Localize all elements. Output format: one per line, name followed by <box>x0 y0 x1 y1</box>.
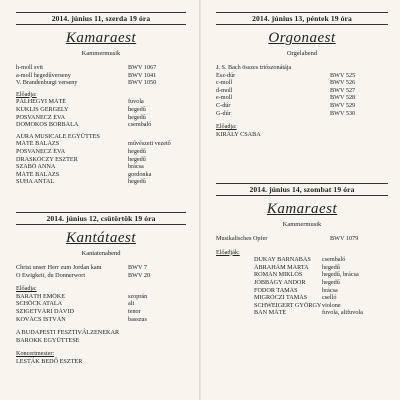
list-item: d-moll BWV 527 <box>216 86 356 94</box>
list-item: e-moll BWV 528 <box>216 94 356 102</box>
list-item: DUKAY BARNABÁS csembaló <box>254 256 346 264</box>
list-item: h-moll svit BWV 1067 <box>16 64 157 71</box>
list-item: DOMOKOS BORBÁLA csembaló <box>16 121 152 129</box>
list-item: Christ unser Herr zum Jordan kam BWV 7 <box>16 264 147 271</box>
list-item: POSVANECZ ÉVA hegedű <box>16 147 146 155</box>
list-item: PÁLHEGYI MÁTÉ fuvola <box>16 98 144 106</box>
event-title: Kamaraest <box>65 30 137 46</box>
list-item: O Ewigkeit, du Donnerwort BWV 20 <box>16 271 151 279</box>
event-title: Kamaraest <box>266 201 338 217</box>
event-june-13 <box>216 12 388 138</box>
works-list <box>16 64 186 87</box>
works-list <box>216 72 388 118</box>
event-title: Kantátaest <box>65 230 136 246</box>
list-item: ROMÁN MIKLÓS hegedű, brácsa <box>254 271 359 279</box>
ensemble-list <box>16 140 186 186</box>
ensemble-name: AURA MUSICALE EGYÜTTES <box>16 132 100 140</box>
event-june-12 <box>16 212 186 366</box>
event-date: 2014. június 12, csütörtök 19 óra <box>16 212 186 225</box>
performers-list <box>16 293 186 323</box>
list-item: SZABÓ ANNA brácsa <box>16 163 144 171</box>
performers-label: Előadja: <box>16 285 37 293</box>
list-item: BÁN MÁTÉ fuvola, altfuvola <box>254 309 363 317</box>
concertmaster-label: Koncertmester: <box>16 350 55 358</box>
list-item: Esz-dúr BWV 525 <box>216 71 356 79</box>
event-subtitle: Kammermusik <box>81 50 121 57</box>
event-subtitle: Kantatenabend <box>81 250 121 257</box>
performer-name: KIRÁLY CSABA <box>216 130 261 138</box>
list-item: MÁTÉ BALÁZS művészeti vezető <box>16 140 171 148</box>
list-item: SZIGETVÁRI DÁVID tenor <box>16 307 141 315</box>
event-subtitle: Kammermusik <box>282 221 322 228</box>
works-list <box>16 264 186 279</box>
list-item: c-moll BWV 526 <box>216 79 356 87</box>
performers-list <box>16 98 186 128</box>
event-title: Orgonaest <box>268 30 336 46</box>
list-item: SCHWEIGERT GYÖRGY violone <box>254 301 341 309</box>
list-item: G-dúr BWV 530 <box>216 109 356 117</box>
orchestra-name: A BUDAPESTI FESZTIVÁLZENEKAR <box>16 329 120 337</box>
program-intro: J. S. Bach összes triószonátája <box>216 64 292 71</box>
list-item: ÁBRAHÁM MÁRTA hegedű <box>254 263 340 271</box>
works-list <box>216 235 388 243</box>
list-item: FODOR TAMÁS brácsa <box>254 286 338 294</box>
event-subtitle: Orgelabend <box>286 50 318 57</box>
event-june-11 <box>16 12 186 186</box>
list-item: KOVÁCS ISTVÁN basszus <box>16 315 147 323</box>
concertmaster-name: LESTÁK BEDŐ ESZTER <box>16 357 83 365</box>
list-item: C-dúr BWV 529 <box>216 101 356 109</box>
list-item: POSVANECZ ÉVA hegedű <box>16 113 146 121</box>
list-item: V. Brandenburgi verseny BWV 1050 <box>16 79 157 87</box>
performers-label: Előadja: <box>16 90 37 98</box>
performers-label: Előadják: <box>216 248 240 256</box>
list-item: BARÁTH EMŐKE szoprán <box>16 292 148 300</box>
performers-label: Előadja: <box>216 123 237 131</box>
list-item: a-moll hegedűverseny BWV 1041 <box>16 71 157 79</box>
event-date: 2014. június 13, péntek 19 óra <box>216 12 388 25</box>
list-item: DRASKÓCZY ESZTER hegedű <box>16 155 146 163</box>
list-item: JOBBÁGY ANDOR hegedű <box>254 278 340 286</box>
list-item: Musikalisches Opfer BWV 1079 <box>216 235 359 242</box>
event-date: 2014. június 14, szombat 19 óra <box>216 183 388 196</box>
list-item: MÁTÉ BALÁZS gordonka <box>16 170 152 178</box>
orchestra-subname: BAROKK EGYÜTTESE <box>16 336 80 344</box>
performers-list <box>216 256 388 317</box>
event-date: 2014. június 11, szerda 19 óra <box>16 12 186 25</box>
list-item: KUKLIS GERGELY hegedű <box>16 105 146 113</box>
list-item: SUHA ANTAL hegedű <box>16 178 146 186</box>
right-page <box>200 0 400 400</box>
list-item: SCHÖCK ATALA alt <box>16 300 135 308</box>
event-june-14 <box>216 183 388 317</box>
list-item: MIGRÓCZI TAMÁS cselló <box>254 294 337 302</box>
